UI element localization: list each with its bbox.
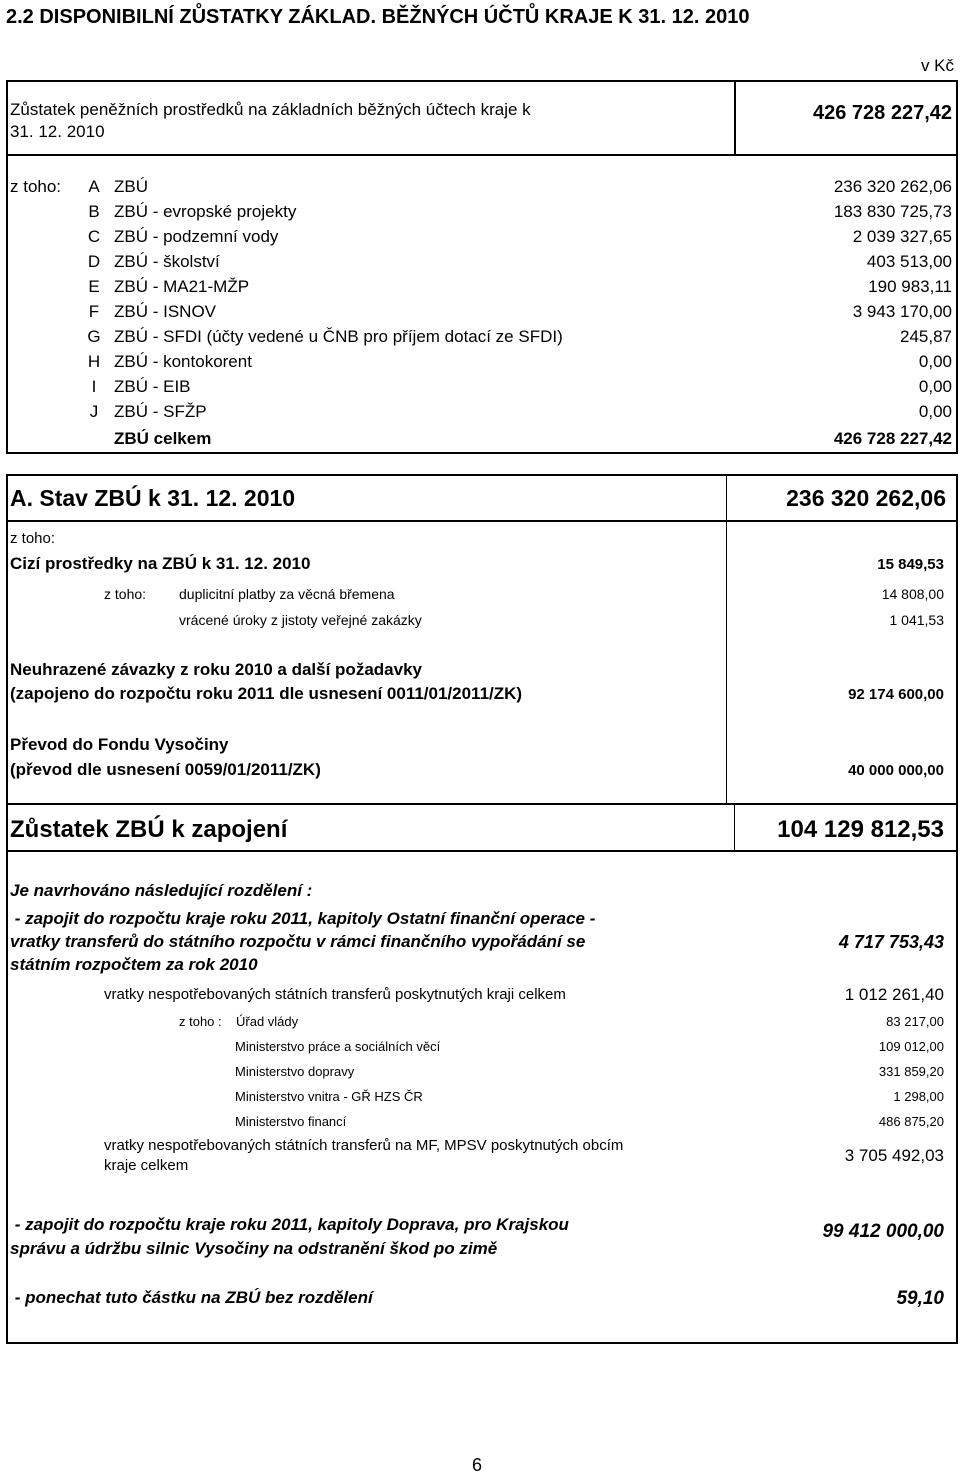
- accounts-prefix: z toho:: [10, 177, 62, 196]
- zustatek-label: Zůstatek ZBÚ k zapojení: [10, 816, 288, 843]
- summary-label-2: 31. 12. 2010: [10, 122, 105, 141]
- account-value: 403 513,00: [866, 252, 952, 271]
- account-code: A: [88, 177, 100, 196]
- cizi-label: Cizí prostředky na ZBÚ k 31. 12. 2010: [10, 554, 311, 573]
- item2-label-1: - zapojit do rozpočtu kraje roku 2011, kapitoly Doprava, pro Krajskou: [10, 1215, 569, 1234]
- vratky1-label: vratky nespotřebovaných státních transferů poskytnutých kraji celkem: [104, 986, 566, 1003]
- stav-z-toho: z toho:: [10, 530, 56, 547]
- accounts-total-value: 426 728 227,42: [833, 429, 952, 448]
- summary-label-1: Zůstatek peněžních prostředků na základních běžných účtech kraje k: [10, 100, 531, 119]
- box2-divider: [726, 474, 727, 804]
- account-name: ZBÚ - kontokorent: [114, 352, 252, 371]
- accounts-total-label: ZBÚ celkem: [114, 429, 212, 448]
- account-value: 0,00: [918, 377, 952, 396]
- box2-top: [6, 474, 958, 476]
- vratky2-label-2: kraje celkem: [104, 1157, 189, 1174]
- account-code: J: [89, 402, 99, 421]
- rozdeleni-heading: Je navrhováno následující rozdělení :: [10, 881, 313, 900]
- vratky2-value: 3 705 492,03: [844, 1146, 944, 1165]
- cizi-sub-2-value: 1 041,53: [889, 612, 944, 628]
- unit-label: v Kč: [920, 56, 954, 75]
- ministry-label: Ministerstvo financí: [235, 1114, 347, 1129]
- ministry-label: Ministerstvo práce a sociálních věcí: [235, 1039, 441, 1054]
- account-name: ZBÚ: [114, 177, 148, 196]
- ministry-label: Ministerstvo dopravy: [235, 1064, 355, 1079]
- account-name: ZBÚ - SFDI (účty vedené u ČNB pro příjem dotací ze SFDI): [114, 327, 563, 346]
- account-value: 0,00: [918, 402, 952, 421]
- box1-right: [956, 80, 958, 454]
- item2-value: 99 412 000,00: [822, 1221, 944, 1242]
- zustatek-top-line: [6, 803, 958, 805]
- item3-label: - ponechat tuto částku na ZBÚ bez rozdělení: [10, 1288, 373, 1307]
- neuhrazene-value: 92 174 600,00: [848, 686, 944, 703]
- box1-divider: [734, 80, 736, 156]
- account-code: I: [91, 377, 97, 396]
- account-code: D: [87, 252, 101, 271]
- prevod-value: 40 000 000,00: [848, 762, 944, 779]
- page-number: 6: [472, 1455, 483, 1475]
- account-name: ZBÚ - MA21-MŽP: [114, 277, 250, 296]
- zustatek-bottom-line: [6, 850, 958, 852]
- account-code: G: [87, 327, 101, 346]
- item3-value: 59,10: [896, 1288, 944, 1309]
- account-value: 0,00: [918, 352, 952, 371]
- stav-line: [6, 520, 958, 522]
- box2-bottom: [6, 1342, 958, 1344]
- account-value: 183 830 725,73: [833, 202, 952, 221]
- account-name: ZBÚ - podzemní vody: [114, 227, 279, 246]
- account-name: ZBÚ - SFŽP: [114, 402, 207, 421]
- account-name: ZBÚ - ISNOV: [114, 302, 217, 321]
- account-value: 2 039 327,65: [852, 227, 952, 246]
- box2-left: [6, 474, 8, 1344]
- item1-label-1: - zapojit do rozpočtu kraje roku 2011, kapitoly Ostatní finanční operace -: [10, 909, 596, 928]
- account-code: B: [88, 202, 100, 221]
- item1-value: 4 717 753,43: [838, 932, 944, 952]
- account-value: 245,87: [900, 327, 952, 346]
- stav-label: A. Stav ZBÚ k 31. 12. 2010: [10, 485, 296, 511]
- box1-bottom: [6, 452, 958, 454]
- cizi-sub-1-value: 14 808,00: [881, 586, 944, 602]
- account-code: C: [87, 227, 101, 246]
- account-value: 3 943 170,00: [852, 302, 952, 321]
- box1-top: [6, 80, 958, 82]
- cizi-sub-1-label: duplicitní platby za věcná břemena: [179, 586, 395, 602]
- zustatek-divider: [734, 803, 735, 851]
- account-value: 190 983,11: [868, 277, 952, 296]
- neuhrazene-label-2: (zapojeno do rozpočtu roku 2011 dle usnesení 0011/01/2011/ZK): [10, 684, 523, 703]
- page-title: 2.2 DISPONIBILNÍ ZŮSTATKY ZÁKLAD. BĚŽNÝCH ÚČTŮ KRAJE K 31. 12. 2010: [6, 6, 750, 28]
- neuhrazene-label-1: Neuhrazené závazky z roku 2010 a další požadavky: [10, 660, 422, 679]
- account-code: H: [87, 352, 101, 371]
- account-value: 236 320 262,06: [833, 177, 952, 196]
- account-code: E: [88, 277, 100, 296]
- zustatek-value: 104 129 812,53: [777, 816, 944, 843]
- stav-value: 236 320 262,06: [786, 485, 946, 511]
- box1-mid: [6, 154, 958, 156]
- ministry-label: Ministerstvo vnitra - GŘ HZS ČR: [235, 1089, 423, 1104]
- ministry-value: 331 859,20: [878, 1064, 944, 1079]
- ministry-label: Úřad vlády: [236, 1014, 299, 1029]
- cizi-value: 15 849,53: [877, 556, 944, 573]
- ministries-prefix: z toho :: [179, 1014, 222, 1029]
- ministry-value: 486 875,20: [878, 1114, 944, 1129]
- account-name: ZBÚ - EIB: [114, 377, 191, 396]
- ministry-value: 1 298,00: [893, 1089, 944, 1104]
- item1-label-2: vratky transferů do státního rozpočtu v rámci finančního vypořádání se: [10, 932, 586, 951]
- box2-right: [956, 474, 958, 1344]
- prevod-label-2: (převod dle usnesení 0059/01/2011/ZK): [10, 760, 321, 779]
- summary-value: 426 728 227,42: [812, 102, 952, 124]
- account-name: ZBÚ - školství: [114, 252, 220, 271]
- prevod-label-1: Převod do Fondu Vysočiny: [10, 735, 229, 754]
- account-name: ZBÚ - evropské projekty: [114, 202, 297, 221]
- cizi-sub-2-label: vrácené úroky z jistoty veřejné zakázky: [179, 612, 422, 628]
- item2-label-2: správu a údržbu silnic Vysočiny na odstranění škod po zimě: [10, 1239, 498, 1258]
- ministry-value: 83 217,00: [886, 1014, 944, 1029]
- ministry-value: 109 012,00: [878, 1039, 944, 1054]
- item1-label-3: státním rozpočtem za rok 2010: [10, 955, 258, 974]
- cizi-sub-prefix: z toho:: [104, 586, 147, 602]
- account-code: F: [88, 302, 100, 321]
- vratky2-label-1: vratky nespotřebovaných státních transferů na MF, MPSV poskytnutých obcím: [104, 1137, 624, 1154]
- box1-left: [6, 80, 8, 454]
- vratky1-value: 1 012 261,40: [844, 985, 944, 1004]
